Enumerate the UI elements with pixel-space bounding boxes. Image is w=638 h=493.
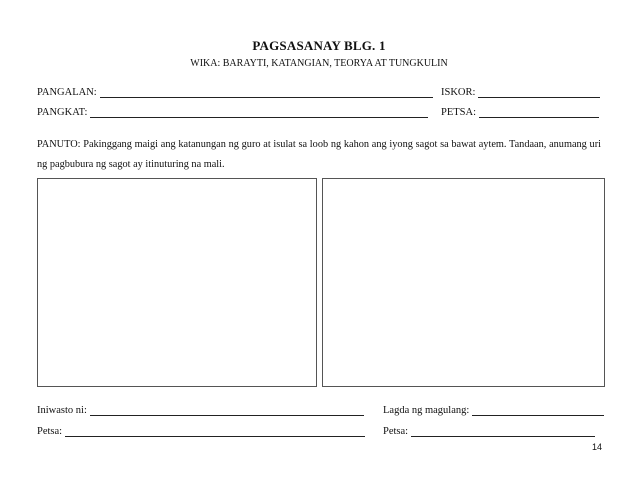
petsa-bottom-left-field <box>37 425 365 437</box>
page-title: PAGSASANAY BLG. 1 <box>252 38 386 53</box>
petsa-bottom-left-line[interactable] <box>65 425 365 437</box>
petsa-field <box>441 106 599 118</box>
answer-box-right[interactable] <box>322 178 605 387</box>
petsa-bottom-right-line[interactable] <box>411 425 595 437</box>
iskor-line[interactable] <box>478 86 600 98</box>
petsa-bottom-right-field <box>383 425 595 437</box>
petsa-bottom-right-label: Petsa: <box>383 426 409 437</box>
pangkat-field <box>37 106 428 118</box>
answer-box-left[interactable] <box>37 178 317 387</box>
iniwasto-label: Iniwasto ni: <box>37 405 87 416</box>
lagda-label: Lagda ng magulang: <box>383 405 470 416</box>
page-number: 14 <box>591 442 602 452</box>
pangalan-field <box>37 86 433 98</box>
pangkat-label: PANGKAT: <box>37 107 88 118</box>
iskor-field <box>441 86 600 98</box>
iniwasto-line[interactable] <box>90 404 364 416</box>
petsa-label: PETSA: <box>441 107 477 118</box>
pangalan-line[interactable] <box>100 86 433 98</box>
lagda-field <box>383 404 604 416</box>
pangkat-line[interactable] <box>90 106 428 118</box>
pangalan-label: PANGALAN: <box>37 87 97 98</box>
page-subtitle: WIKA: BARAYTI, KATANGIAN, TEORYA AT TUNGKULIN <box>190 58 448 69</box>
petsa-bottom-left-label: Petsa: <box>37 426 63 437</box>
lagda-line[interactable] <box>472 404 604 416</box>
iskor-label: ISKOR: <box>441 87 476 98</box>
instructions-text: PANUTO: Pakinggang maigi ang katanungan ng guro at isulat sa loob ng kahon ang iyong sagot sa bawat aytem. Tandaan, anumang uri ng pagbubura ng sagot ay itinuturing na mali. <box>37 139 601 170</box>
petsa-line[interactable] <box>479 106 599 118</box>
iniwasto-field <box>37 404 364 416</box>
